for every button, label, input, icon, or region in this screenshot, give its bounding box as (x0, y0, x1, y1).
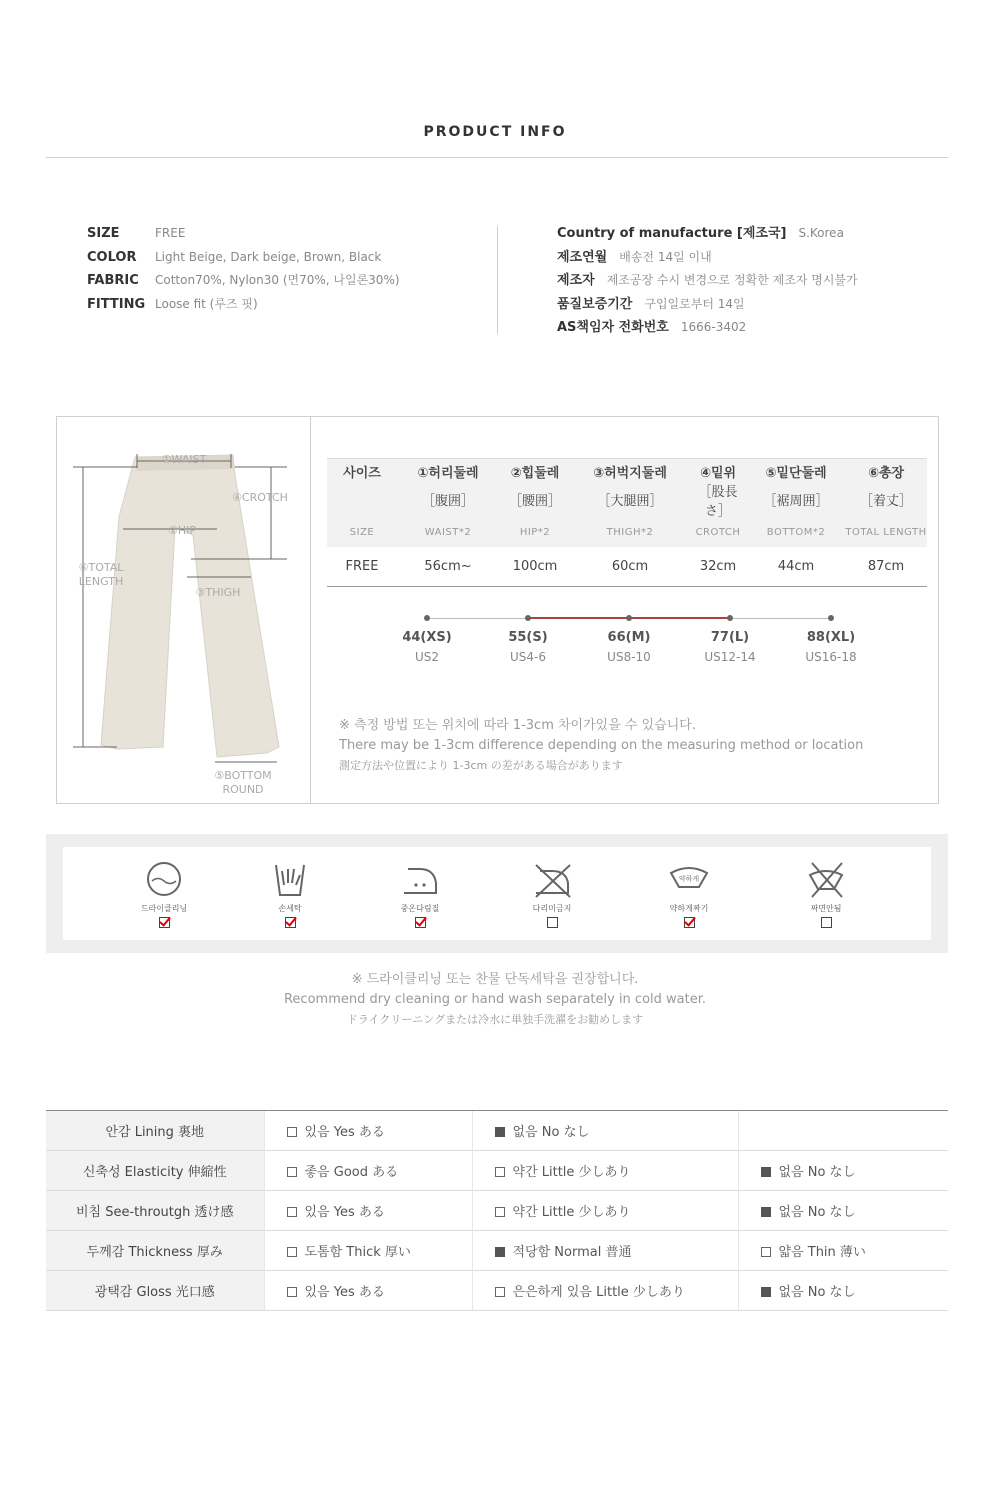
care-note-jp: ドライクリーニングまたは冷水に単独手洗濯をお勧めします (346, 1013, 644, 1026)
option-checkbox (287, 1207, 297, 1217)
scale-point (478, 613, 578, 664)
spec-key: 제조자 (557, 273, 595, 288)
attribute-label: 광택감 Gloss 光口感 (46, 1271, 264, 1311)
size-table (327, 458, 927, 587)
spec-value: Loose fit (루즈 핏) (155, 296, 258, 311)
size-header: ［股長さ］ (689, 481, 747, 519)
measure-note-kr: ※ 측정 방법 또는 위치에 따라 1-3cm 차이가있을 수 있습니다. (339, 718, 696, 733)
spec-key: 제조연월 (557, 249, 608, 265)
spec-row (87, 246, 487, 270)
size-cell: 56cm~ (397, 547, 499, 587)
option-checkbox (495, 1207, 505, 1217)
scale-dot (828, 615, 834, 621)
spec-row (87, 269, 487, 293)
size-cell: 44cm (747, 547, 845, 587)
option-label: 없음 No なし (778, 1165, 856, 1180)
size-header: ⑤밑단둘레 (747, 459, 845, 481)
hip-label: ②HIP (167, 524, 197, 537)
size-header: ［着丈］ (845, 481, 927, 519)
care-note (0, 970, 990, 1030)
spec-key: FABRIC (87, 273, 139, 288)
attribute-option (264, 1271, 472, 1311)
spec-key: FITTING (87, 296, 146, 312)
attribute-option (264, 1111, 472, 1151)
option-label: 있음 Yes ある (304, 1205, 385, 1220)
option-label: 있음 Yes ある (304, 1125, 385, 1140)
option-label: 좋음 Good ある (304, 1165, 399, 1180)
size-header: ［腰囲］ (499, 481, 571, 519)
scale-us-size: US8-10 (607, 650, 651, 664)
care-checkbox (821, 917, 832, 928)
spec-key: 품질보증기간 (557, 296, 633, 312)
size-header: ③허벅지둘레 (571, 459, 689, 481)
size-header (327, 481, 397, 519)
spec-row (557, 293, 977, 317)
care-label: 손세탁 (278, 904, 302, 913)
scale-kr-size: 44(XS) (402, 630, 452, 645)
attribute-row (46, 1231, 948, 1271)
option-label: 적당함 Normal 普通 (512, 1245, 632, 1260)
size-header: 사이즈 (327, 459, 397, 481)
attribute-row (46, 1111, 948, 1151)
scale-dot (727, 615, 733, 621)
spec-row (557, 269, 977, 293)
attribute-label: 비침 See-throutgh 透け感 (46, 1191, 264, 1231)
spec-value: 1666-3402 (680, 320, 747, 334)
svg-text:약하게: 약하게 (678, 875, 700, 883)
size-cell: 100cm (499, 547, 571, 587)
size-header: ［腹囲］ (397, 481, 499, 519)
scale-us-size: US12-14 (704, 650, 756, 664)
spec-key: COLOR (87, 249, 137, 265)
option-checkbox (761, 1247, 771, 1257)
scale-us-size: US16-18 (805, 650, 857, 664)
size-row (327, 547, 927, 587)
round-label: ROUND (222, 783, 264, 796)
attribute-label: 안감 Lining 裏地 (46, 1111, 264, 1151)
length-label: LENGTH (78, 575, 124, 588)
option-label: 약간 Little 少しあり (512, 1165, 631, 1180)
pants-diagram (57, 417, 311, 803)
attribute-option (738, 1151, 948, 1191)
attribute-option (738, 1191, 948, 1231)
option-checkbox (495, 1287, 505, 1297)
no-bleach-icon (806, 859, 846, 899)
option-label: 얇음 Thin 薄い (778, 1245, 866, 1260)
spec-divider (497, 226, 498, 334)
spec-key: AS책임자 전화번호 (557, 320, 669, 335)
bottom-label: ⑤BOTTOM (214, 769, 272, 782)
attribute-option (264, 1151, 472, 1191)
scale-kr-size: 66(M) (607, 630, 651, 645)
care-item (380, 859, 460, 928)
title-divider (46, 157, 948, 158)
care-item (250, 859, 330, 928)
spec-value: 배송전 14일 이내 (619, 249, 712, 264)
attribute-option (738, 1231, 948, 1271)
size-header: WAIST*2 (397, 519, 499, 547)
measure-note-jp: 測定方法や位置により 1-3cm の差がある場合があります (339, 759, 623, 772)
crotch-label: ④CROTCH (232, 491, 288, 504)
attribute-option (472, 1231, 738, 1271)
option-checkbox (761, 1167, 771, 1177)
care-item (786, 859, 866, 928)
spec-row (557, 246, 977, 270)
size-header: SIZE (327, 519, 397, 547)
option-checkbox (287, 1127, 297, 1137)
no-iron-icon (532, 859, 572, 899)
size-scale (377, 613, 897, 683)
option-checkbox (287, 1287, 297, 1297)
spec-value: Light Beige, Dark beige, Brown, Black (155, 249, 382, 264)
option-checkbox (495, 1127, 505, 1137)
page-title: PRODUCT INFO (423, 124, 567, 140)
attribute-option (264, 1231, 472, 1271)
option-label: 은은하게 있음 Little 少しあり (512, 1285, 685, 1300)
care-label: 다리미금지 (532, 904, 572, 913)
spec-value: FREE (155, 226, 186, 240)
option-checkbox (495, 1167, 505, 1177)
scale-point (579, 613, 679, 664)
measure-note-en: There may be 1-3cm difference depending on the measuring method or location (339, 738, 864, 753)
care-label: 짜면안됨 (810, 904, 842, 913)
care-label: 드라이클리닝 (140, 904, 188, 913)
care-label: 중온다림질 (400, 904, 440, 913)
size-cell: FREE (327, 547, 397, 587)
attribute-label: 두께감 Thickness 厚み (46, 1231, 264, 1271)
scale-dot (424, 615, 430, 621)
size-cell: 87cm (845, 547, 927, 587)
spec-value: 구입일로부터 14일 (644, 296, 745, 311)
size-cell: 60cm (571, 547, 689, 587)
scale-dot (626, 615, 632, 621)
care-note-kr: ※ 드라이클리닝 또는 찬물 단독세탁을 권장합니다. (351, 972, 639, 987)
size-header: CROTCH (689, 519, 747, 547)
size-header: TOTAL LENGTH (845, 519, 927, 547)
care-checkbox (159, 917, 170, 928)
spec-value: 제조공장 수시 변경으로 정확한 제조자 명시불가 (606, 273, 858, 287)
size-header: ⑥총장 (845, 459, 927, 481)
attribute-option (472, 1271, 738, 1311)
iron-medium-icon (400, 859, 440, 899)
option-label: 없음 No なし (778, 1285, 856, 1300)
care-checkbox (684, 917, 695, 928)
size-header: ④밑위 (689, 459, 747, 481)
scale-us-size: US4-6 (510, 650, 546, 664)
size-header: ［大腿囲］ (571, 481, 689, 519)
attribute-table (46, 1110, 948, 1311)
option-checkbox (761, 1287, 771, 1297)
size-header: ［裾周囲］ (747, 481, 845, 519)
spec-key: SIZE (87, 226, 120, 241)
care-panel (46, 834, 948, 953)
option-checkbox (287, 1167, 297, 1177)
scale-point (781, 613, 881, 664)
attribute-option (264, 1191, 472, 1231)
spec-row (87, 222, 487, 246)
care-note-en: Recommend dry cleaning or hand wash separately in cold water. (283, 992, 706, 1007)
thigh-label: ③THIGH (195, 586, 241, 599)
option-label: 없음 No なし (512, 1125, 590, 1140)
attribute-label: 신축성 Elasticity 伸縮性 (46, 1151, 264, 1191)
care-label: 약하게짜기 (669, 904, 709, 913)
total-label: ⑥TOTAL (78, 561, 124, 574)
size-cell: 32cm (689, 547, 747, 587)
scale-dot (525, 615, 531, 621)
attribute-option (472, 1191, 738, 1231)
size-header: BOTTOM*2 (747, 519, 845, 547)
care-item (124, 859, 204, 928)
option-label: 있음 Yes ある (304, 1285, 385, 1300)
option-checkbox (761, 1207, 771, 1217)
attribute-row (46, 1151, 948, 1191)
attribute-option (738, 1111, 948, 1151)
care-item (512, 859, 592, 928)
attribute-option (738, 1271, 948, 1311)
spec-value: S.Korea (798, 226, 844, 240)
scale-kr-size: 55(S) (508, 630, 548, 645)
care-checkbox (547, 917, 558, 928)
scale-point (377, 613, 477, 664)
attribute-row (46, 1191, 948, 1231)
size-header: ②힙둘레 (499, 459, 571, 481)
attribute-option (472, 1111, 738, 1151)
care-panel-inner (63, 847, 931, 940)
size-header: ①허리둘레 (397, 459, 499, 481)
option-checkbox (495, 1247, 505, 1257)
care-item (649, 859, 729, 928)
size-header: THIGH*2 (571, 519, 689, 547)
size-header: HIP*2 (499, 519, 571, 547)
care-checkbox (285, 917, 296, 928)
size-chart-box (56, 416, 939, 804)
spec-key: Country of manufacture [제조국] (557, 226, 787, 241)
measure-note (339, 716, 863, 776)
option-label: 약간 Little 少しあり (512, 1205, 631, 1220)
scale-us-size: US2 (414, 650, 440, 664)
scale-kr-size: 77(L) (710, 630, 750, 645)
scale-point (680, 613, 780, 664)
gentle-wring-icon (669, 859, 709, 899)
attribute-option (472, 1151, 738, 1191)
spec-row (557, 222, 977, 246)
scale-kr-size: 88(XL) (806, 630, 856, 645)
spec-row (87, 293, 487, 317)
spec-value: Cotton70%, Nylon30 (면70%, 나일론30%) (155, 273, 400, 287)
spec-left (87, 222, 487, 316)
waist-label: ①WAIST (161, 453, 207, 466)
spec-row (557, 316, 977, 340)
dry-clean-icon (144, 859, 184, 899)
option-checkbox (287, 1247, 297, 1257)
option-label: 없음 No なし (778, 1205, 856, 1220)
hand-wash-icon (270, 859, 310, 899)
care-checkbox (415, 917, 426, 928)
option-label: 도톰함 Thick 厚い (304, 1245, 411, 1260)
spec-right (557, 222, 977, 340)
attribute-row (46, 1271, 948, 1311)
